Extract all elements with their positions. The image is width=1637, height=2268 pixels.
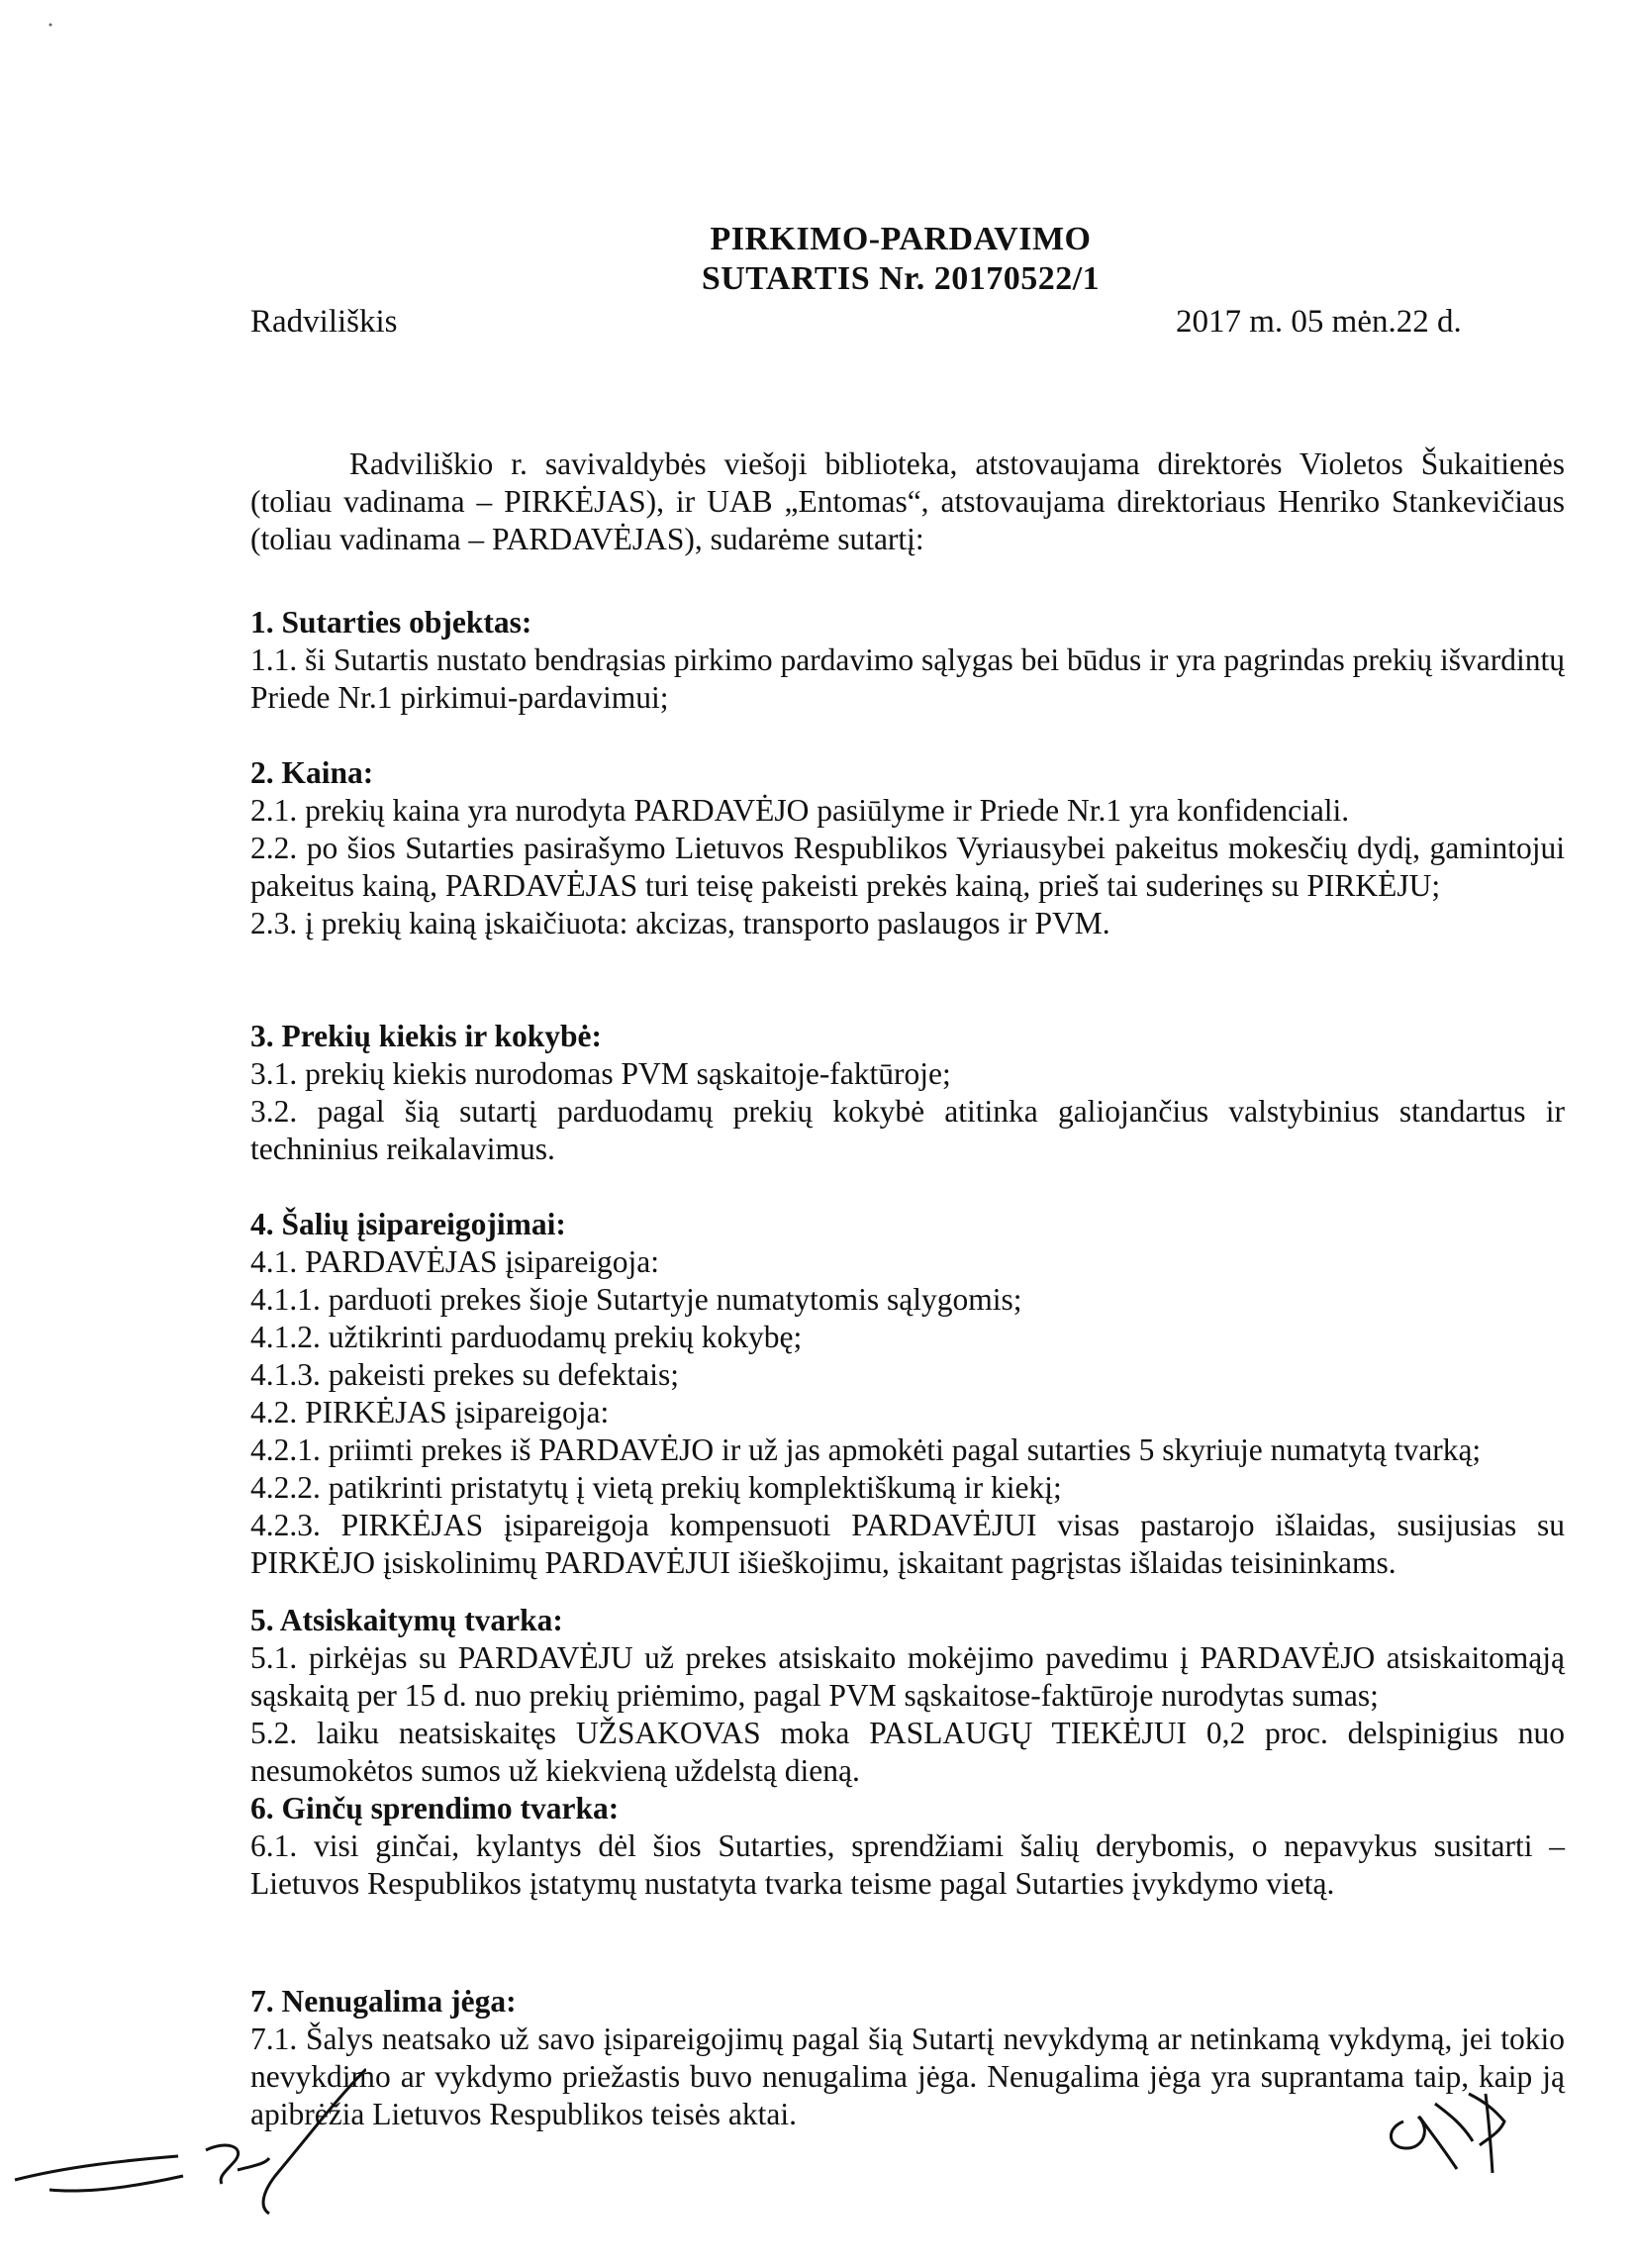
- section-item: 4.2.3. PIRKĖJAS įsipareigoja kompensuoti PARDAVĖJUI visas pastarojo išlaidas, susijusias su PIRKĖJO įsiskolinimų PARDAVĖJUI išieškojimu, įskaitant pagrįstas išlaidas teisininkams.: [250, 1508, 1565, 1580]
- section-item: 5.1. pirkėjas su PARDAVĖJU už prekes atsiskaito mokėjimo pavedimu į PARDAVĖJO atsiskaitomąją sąskaitą per 15 d. nuo prekių priėmimo, pagal PVM sąskaitose-faktūroje nurodytas sumas;: [250, 1640, 1565, 1713]
- section-item: 7.1. Šalys neatsako už savo įsipareigojimų pagal šią Sutartį nevykdymą ar netinkamą vykdymą, jei tokio nevykdimo ar vykdymo priežastis buvo nenugalima jėga. Nenugalima jėga yra suprantama taip, kaip ją apibrėžia Lietuvos Respublikos teisės aktai.: [250, 2021, 1565, 2131]
- right-signature: [1376, 2074, 1524, 2183]
- section-5: [250, 1602, 1565, 1903]
- section-item: 4.2. PIRKĖJAS įsipareigoja:: [250, 1395, 610, 1430]
- section-2: [250, 754, 1565, 942]
- contract-intro: Radviliškio r. savivaldybės viešoji biblioteka, atstovaujama direktorės Violetos Šukaitienės (toliau vadinama – PIRKĖJAS), ir UAB „Entomas“, atstovaujama direktoriaus Henriko Stankevičiaus (toliau vadinama – PARDAVĖJAS), sudarėme sutartį:: [250, 446, 1565, 556]
- section-item: 3.1. prekių kiekis nurodomas PVM sąskaitoje-faktūroje;: [250, 1056, 951, 1091]
- section-4: [250, 1206, 1565, 1582]
- section-item: 4.2.2. patikrinti pristatytų į vietą prekių komplektiškumą ir kiekį;: [250, 1470, 1062, 1505]
- section-heading: 2. Kaina:: [250, 755, 374, 790]
- section-item: 4.1.1. parduoti prekes šioje Sutartyje numatytomis sąlygomis;: [250, 1282, 1022, 1317]
- section-item: 5.2. laiku neatsiskaitęs UŽSAKOVAS moka PASLAUGŲ TIEKĖJUI 0,2 proc. delspinigius nuo nesumokėtos sumos už kiekvieną uždelstą dieną.: [250, 1716, 1565, 1788]
- section-item: 2.2. po šios Sutarties pasirašymo Lietuvos Respublikos Vyriausybei pakeitus mokesčių dydį, gamintojui pakeitus kainą, PARDAVĖJAS turi teisę pakeisti prekės kainą, prieš tai suderinęs su PIRKĖJU;: [250, 831, 1565, 903]
- section-item: 2.3. į prekių kainą įskaičiuota: akcizas, transporto paslaugos ir PVM.: [250, 906, 1110, 940]
- section-6-heading: 6. Ginčų sprendimo tvarka:: [250, 1791, 620, 1825]
- section-item: 4.1.3. pakeisti prekes su defektais;: [250, 1357, 680, 1392]
- section-heading: 3. Prekių kiekis ir kokybė:: [250, 1019, 603, 1053]
- section-heading: 7. Nenugalima jėga:: [250, 1984, 517, 2019]
- section-heading: 1. Sutarties objektas:: [250, 605, 532, 640]
- section-item: 6.1. visi ginčai, kylantys dėl šios Sutarties, sprendžiami šalių derybomis, o nepavykus susitarti – Lietuvos Respublikos įstatymų nustatyta tvarka teisme pagal Sutarties įvykdymo vietą.: [250, 1828, 1565, 1901]
- document-title-line2: SUTARTIS Nr. 20170522/1: [701, 260, 1101, 297]
- section-item: 4.1. PARDAVĖJAS įsipareigoja:: [250, 1244, 660, 1279]
- contract-date: 2017 m. 05 mėn.22 d.: [1176, 304, 1462, 340]
- section-3: [250, 1018, 1565, 1168]
- section-7: [250, 1983, 1565, 2133]
- section-heading: 5. Atsiskaitymų tvarka:: [250, 1603, 563, 1637]
- document-title-line1: PIRKIMO-PARDAVIMO: [710, 221, 1092, 257]
- section-heading: 4. Šalių įsipareigojimai:: [250, 1207, 566, 1241]
- left-signature: [10, 2059, 366, 2218]
- section-item: 1.1. ši Sutartis nustato bendrąsias pirkimo pardavimo sąlygas bei būdus ir yra pagrindas prekių išvardintų Priede Nr.1 pirkimui-pardavimui;: [250, 642, 1566, 715]
- section-item: 4.1.2. užtikrinti parduodamų prekių kokybę;: [250, 1320, 803, 1354]
- section-item: 4.2.1. priimti prekes iš PARDAVĖJO ir už jas apmokėti pagal sutarties 5 skyriuje numatytą tvarką;: [250, 1432, 1482, 1467]
- scan-speck: [48, 22, 53, 28]
- section-item: 3.2. pagal šią sutartį parduodamų prekių kokybė atitinka galiojančius valstybinius standartus ir techninius reikalavimus.: [250, 1094, 1565, 1166]
- contract-place: Radviliškis: [250, 304, 398, 340]
- section-1: [250, 604, 1565, 717]
- section-item: 2.1. prekių kaina yra nurodyta PARDAVĖJO pasiūlyme ir Priede Nr.1 yra konfidenciali.: [250, 793, 1350, 828]
